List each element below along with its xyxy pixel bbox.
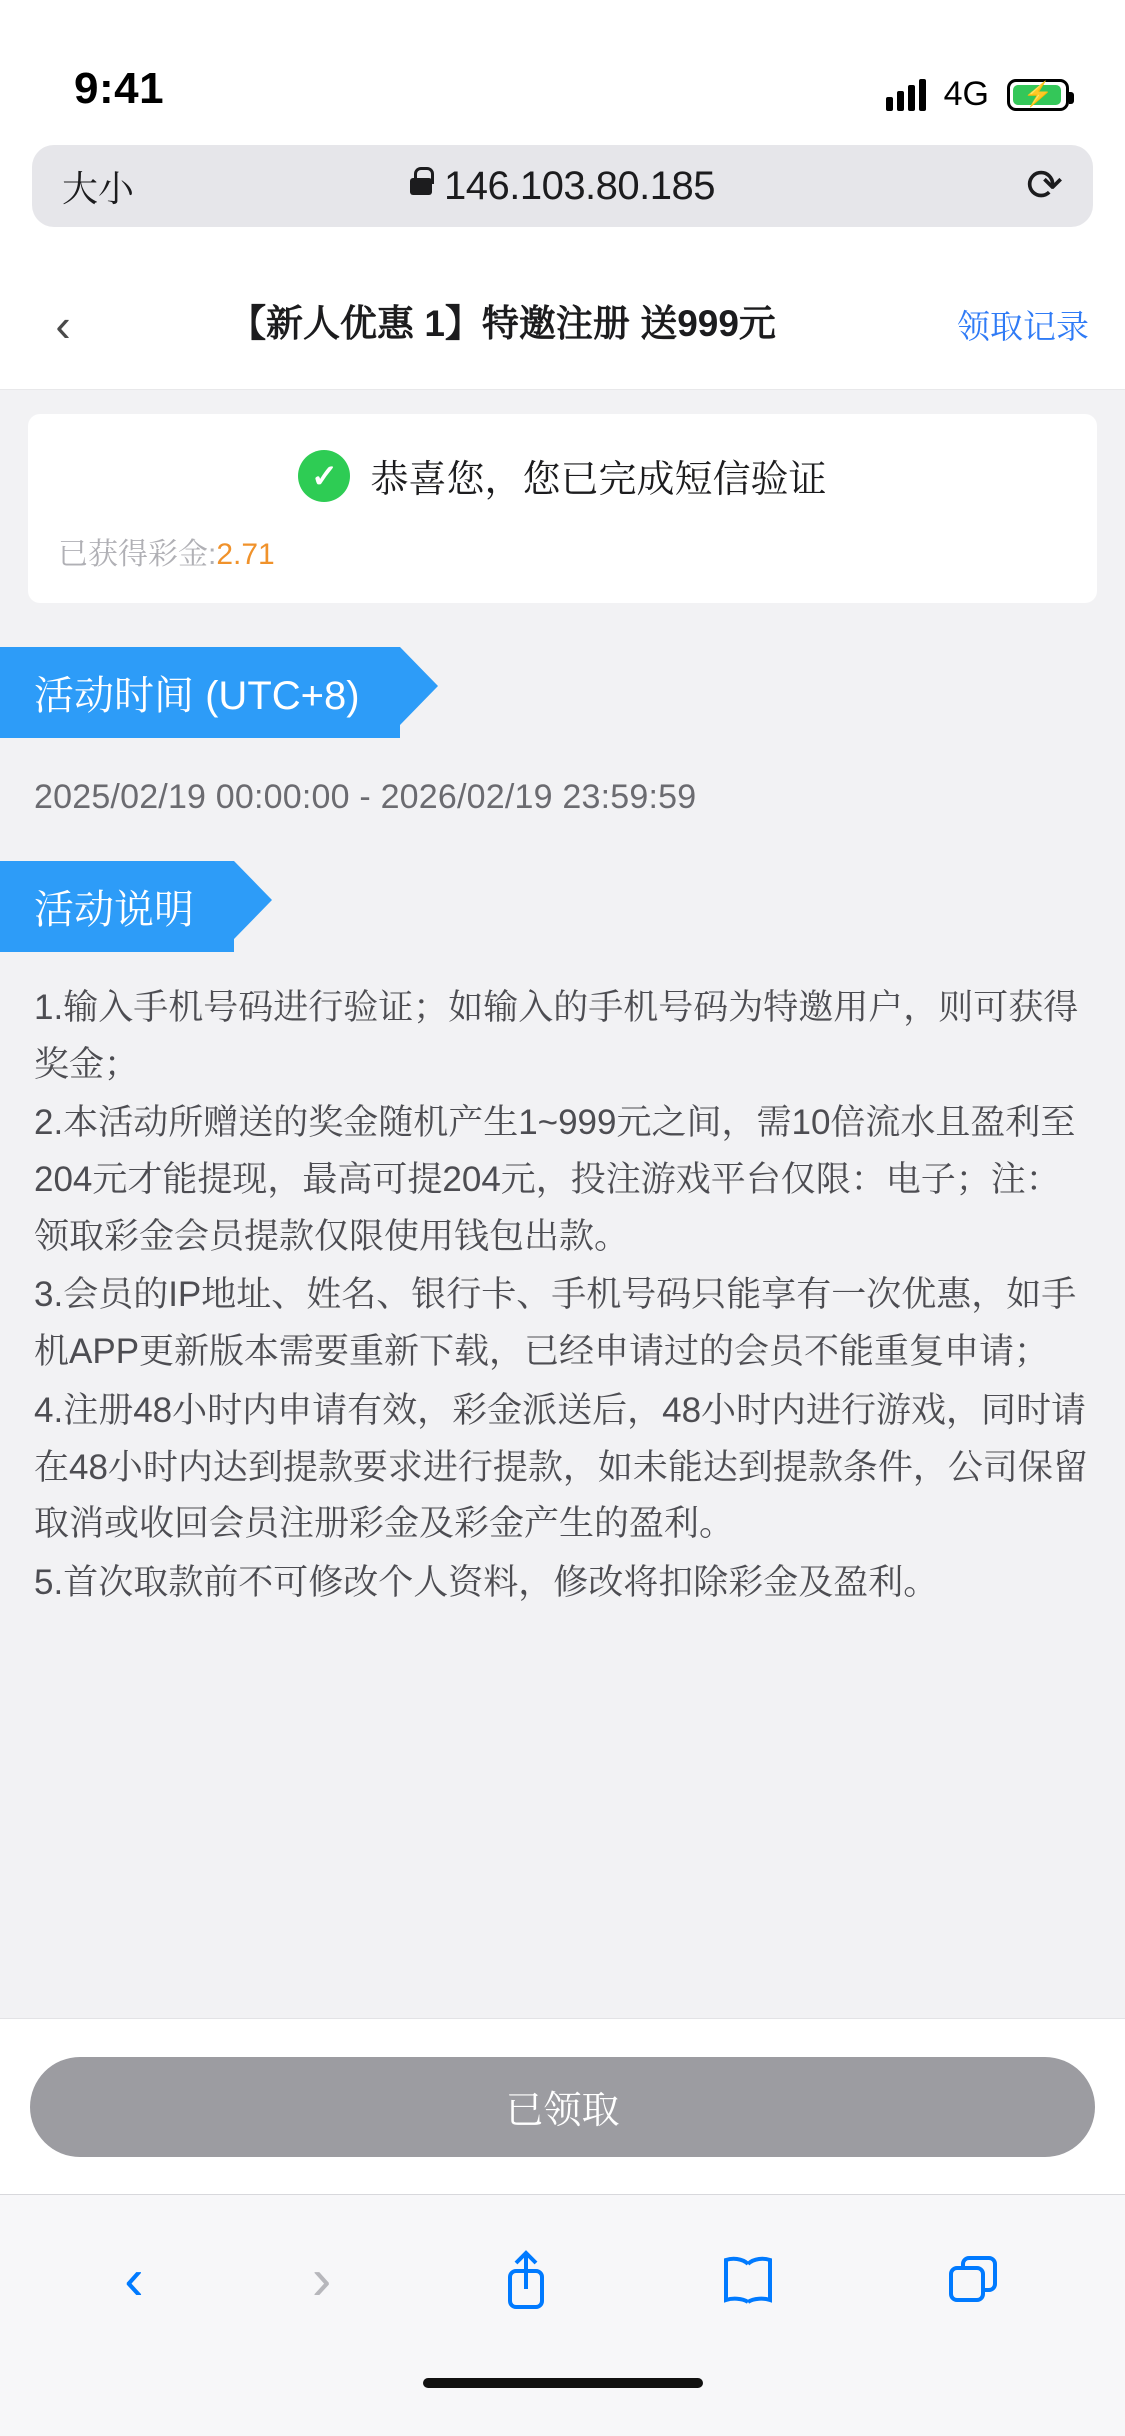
status-bar (0, 0, 1125, 132)
claim-records-link[interactable]: 领取记录 (957, 308, 1089, 345)
bonus-amount-row (58, 529, 1067, 573)
battery-charging-icon: ⚡ (1007, 79, 1069, 111)
check-circle-icon: ✓ (298, 450, 350, 502)
book-icon[interactable] (720, 2252, 776, 2308)
home-indicator-area (0, 2364, 1125, 2436)
browser-toolbar (0, 2194, 1125, 2364)
page-header (0, 260, 1125, 390)
activity-description (0, 952, 1125, 1612)
page-title: 【新人优惠 1】特邀注册 送999元 (229, 303, 776, 345)
activity-desc-tag: 活动说明 (0, 861, 234, 952)
activity-time-tag-bar (0, 647, 1125, 738)
network-type-label: 4G (943, 75, 989, 113)
desc-line: 2.本活动所赠送的奖金随机产生1~999元之间，需10倍流水且盈利至204元才能提现，最高可提204元，投注游戏平台仅限：电子；注：领取彩金会员提款仅限使用钱包出款。 (34, 1103, 1076, 1256)
bonus-amount-label: 已获得彩金: (58, 538, 217, 571)
share-icon[interactable] (500, 2249, 552, 2311)
text-size-button[interactable]: 大小 (62, 167, 135, 209)
lock-icon (410, 178, 432, 195)
chevron-left-icon[interactable]: ‹ (124, 2246, 144, 2312)
url-text: 146.103.80.185 (443, 163, 716, 208)
page-content (0, 390, 1125, 2018)
home-indicator (423, 2378, 703, 2388)
success-message-row (58, 448, 1067, 503)
chevron-right-icon: › (312, 2246, 332, 2312)
desc-line: 5.首次取款前不可修改个人资料，修改将扣除彩金及盈利。 (34, 1562, 939, 1602)
desc-line: 4.注册48小时内申请有效，彩金派送后，48小时内进行游戏，同时请在48小时内达到提款要求进行提款，如未能达到提款条件，公司保留取消或收回会员注册彩金及彩金产生的盈利。 (34, 1390, 1088, 1544)
cta-bar (0, 2018, 1125, 2194)
activity-time-range: 2025/02/19 00:00:00 - 2026/02/19 23:59:59 (34, 778, 697, 816)
url-display (32, 161, 1093, 210)
status-indicators (886, 75, 1069, 114)
url-field[interactable] (32, 145, 1093, 227)
tabs-icon[interactable] (945, 2252, 1001, 2308)
success-card (28, 414, 1097, 603)
reload-icon[interactable]: ⟳ (1026, 161, 1063, 210)
success-message: 恭喜您，您已完成短信验证 (370, 459, 827, 501)
back-button[interactable]: ‹ (55, 298, 71, 351)
desc-line: 3.会员的IP地址、姓名、银行卡、手机号码只能享有一次优惠，如手机APP更新版本需要重新下载，已经申请过的会员不能重复申请； (34, 1275, 1077, 1372)
browser-url-bar[interactable] (0, 132, 1125, 260)
activity-desc-tag-bar (0, 861, 1125, 952)
bonus-amount-value: 2.71 (216, 538, 275, 571)
status-time: 9:41 (74, 64, 165, 113)
activity-time-tag: 活动时间 (UTC+8) (0, 647, 400, 738)
desc-line: 1.输入手机号码进行验证；如输入的手机号码为特邀用户，则可获得奖金； (34, 988, 1079, 1084)
signal-bars-icon (886, 79, 926, 111)
claim-button[interactable]: 已领取 (30, 2057, 1095, 2157)
